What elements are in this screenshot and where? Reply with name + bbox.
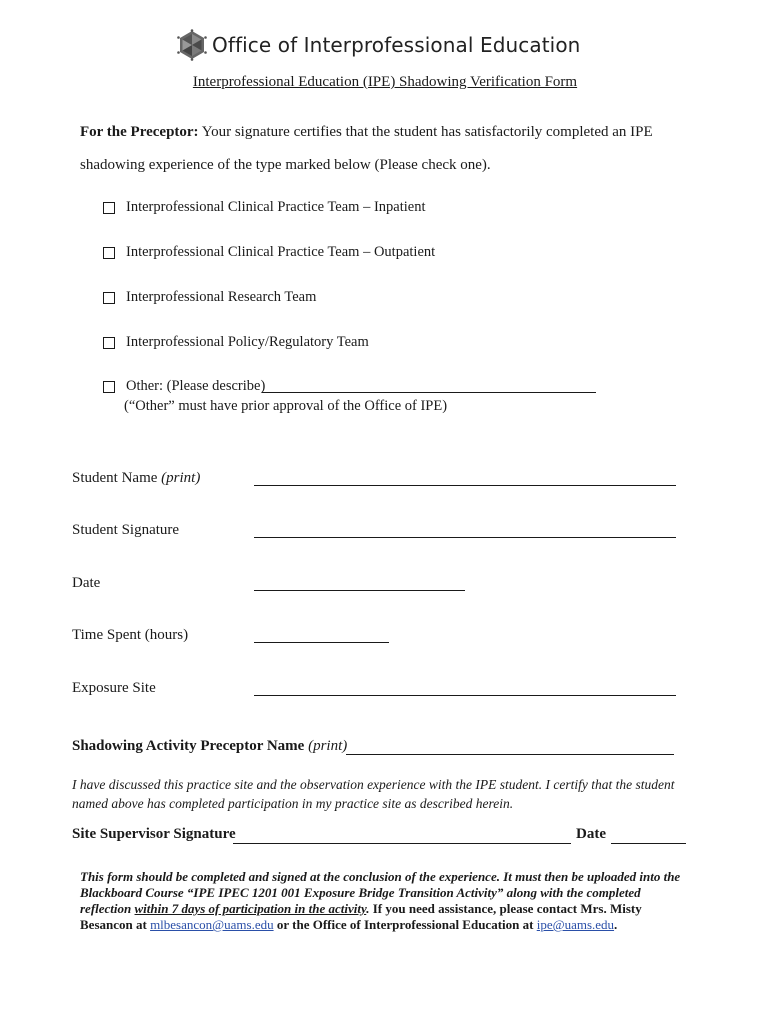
supervisor-date-line[interactable] <box>611 828 686 844</box>
student-name-hint: (print) <box>161 470 201 486</box>
student-name-label: Student Name (print) <box>72 470 201 486</box>
preceptor-name-label: Shadowing Activity Preceptor Name (print) <box>72 738 348 754</box>
submission-instructions: This form should be completed and signed at the conclusion of the experience. It must then be uploaded into the Blackboard Course “IPE IPEC 1201 001 Exposure Bridge Transition Activity” along with the completed reflection within 7 days of participation in the activity. If you need assistance, please contact Mrs. Misty Besancon at mlbesancon@uams.edu or the Office of Interprofessional Education at ipe@uams.edu. <box>80 869 681 932</box>
option-label: Interprofessional Clinical Practice Team – Outpatient <box>126 244 436 260</box>
other-describe-line[interactable] <box>262 378 596 393</box>
site-supervisor-signature-label: Site Supervisor Signature <box>72 826 236 842</box>
exposure-site-label: Exposure Site <box>72 680 156 696</box>
site-supervisor-signature-line[interactable] <box>233 828 571 844</box>
form-title: Interprofessional Education (IPE) Shadowing Verification Form <box>192 74 578 90</box>
student-signature-line[interactable] <box>254 522 676 538</box>
ipe-email-link[interactable]: ipe@uams.edu <box>536 917 615 932</box>
checkbox[interactable] <box>103 202 115 214</box>
supervisor-date-label: Date <box>576 826 606 842</box>
checkbox[interactable] <box>103 337 115 349</box>
intro-lead: For the Preceptor: <box>80 124 199 140</box>
other-note: (“Other” must have prior approval of the Office of IPE) <box>124 398 448 414</box>
office-logo <box>176 27 580 63</box>
intro-text: Your signature certifies that the student has satisfactorily completed an IPE shadowing experience of the type marked below (Please check one). <box>80 124 653 173</box>
option-label: Interprofessional Clinical Practice Team – Inpatient <box>126 199 426 215</box>
certification-statement: I have discussed this practice site and the observation experience with the IPE student. I certify that the student named above has completed participation in my practice site as described herein. <box>72 777 675 811</box>
option-label: Interprofessional Research Team <box>126 289 317 305</box>
option-policy[interactable] <box>103 334 369 351</box>
instructions-italic: This form should be completed and signed at the conclusion of the experience. It must then be uploaded into the Blackboard Course “IPE IPEC 1201 001 Exposure Bridge Transition Activity” along with the completed reflection <box>80 869 681 916</box>
date-line[interactable] <box>254 575 465 591</box>
instructions-deadline: within 7 days of participation in the activity <box>134 901 367 916</box>
besancon-email-link[interactable]: mlbesancon@uams.edu <box>150 917 274 932</box>
time-spent-line[interactable] <box>254 627 389 643</box>
time-spent-label: Time Spent (hours) <box>72 627 189 643</box>
option-outpatient[interactable] <box>103 244 435 261</box>
option-label: Interprofessional Policy/Regulatory Team <box>126 334 369 350</box>
preceptor-name-hint: (print) <box>308 738 348 754</box>
preceptor-name-line[interactable] <box>346 739 674 755</box>
student-name-line[interactable] <box>254 470 676 486</box>
option-other[interactable] <box>103 378 265 395</box>
exposure-site-line[interactable] <box>254 680 676 696</box>
instructions-assistance: If you need assistance, please contact Mrs. Misty Besancon at <box>80 901 642 932</box>
hexagon-network-icon <box>176 29 208 61</box>
checkbox[interactable] <box>103 381 115 393</box>
option-research[interactable] <box>103 289 316 306</box>
preceptor-intro <box>80 116 690 182</box>
checkbox[interactable] <box>103 292 115 304</box>
student-signature-label: Student Signature <box>72 522 180 538</box>
option-inpatient[interactable] <box>103 199 426 216</box>
option-label: Other: (Please describe) <box>126 378 266 394</box>
checkbox[interactable] <box>103 247 115 259</box>
office-name: Office of Interprofessional Education <box>212 33 581 57</box>
date-label: Date <box>72 575 101 591</box>
